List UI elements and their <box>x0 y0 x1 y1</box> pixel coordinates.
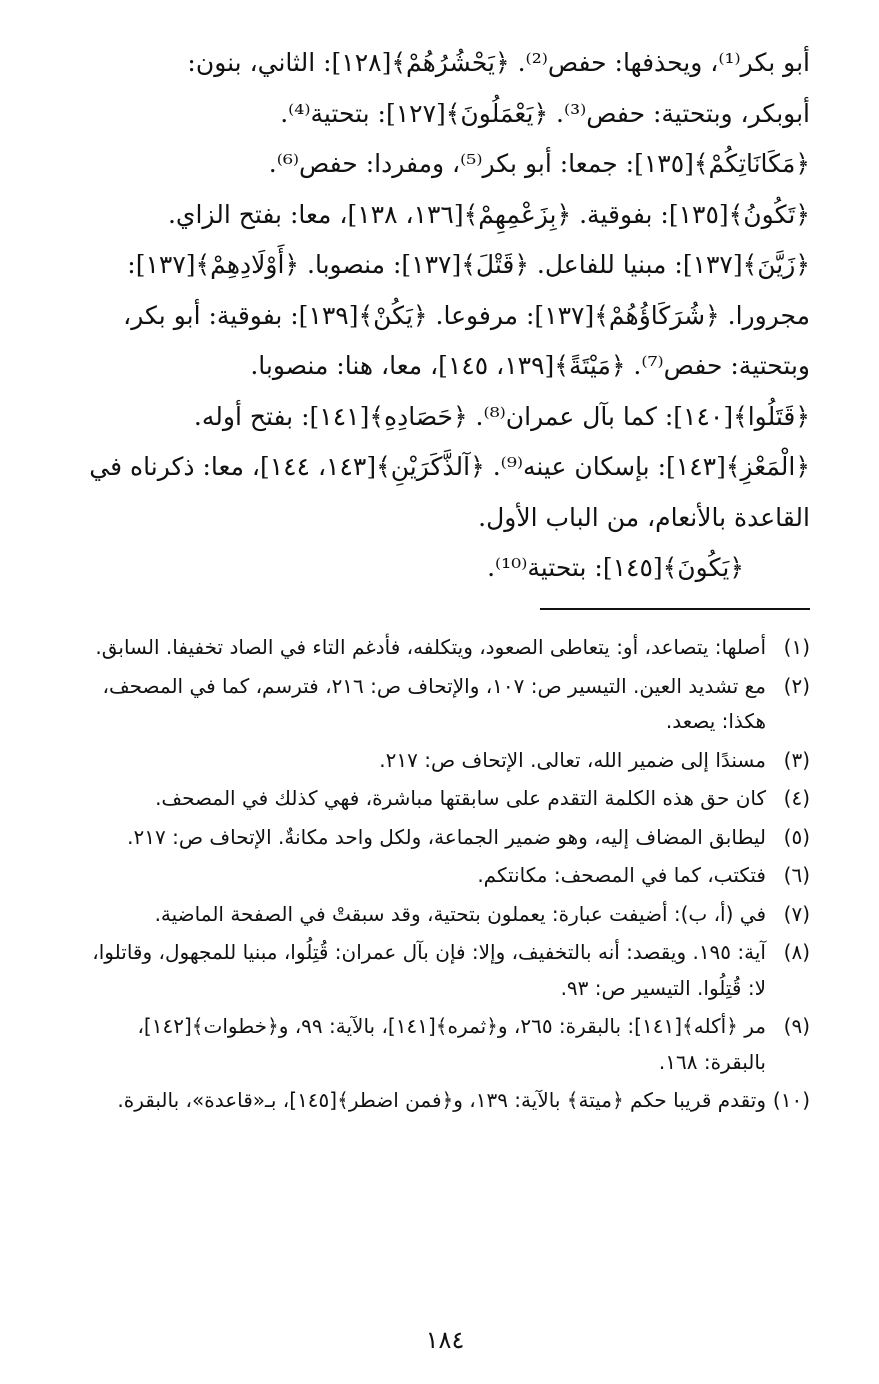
main-text-block <box>80 38 810 594</box>
footnote-item <box>80 935 810 1006</box>
footnote-item <box>80 820 810 856</box>
footnote-number: (١) <box>783 635 810 659</box>
footnote-text: مر ﴿أكله﴾[١٤١]: بالبقرة: ٢٦٥، و﴿ثمره﴾[١٤١]، بالآية: ٩٩، و﴿خطوات﴾[١٤٢]، بالبقرة: ١٦٨. <box>137 1014 766 1074</box>
footnote-text: مع تشديد العين. التيسير ص: ١٠٧، والإتحاف ص: ٢١٦، فترسم، كما في المصحف، هكذا: يصعد. <box>102 673 766 733</box>
main-text-line: مجرورا. ﴿شُرَكَاؤُهُمْ﴾[١٣٧]: مرفوعا. ﴿يَكُنْ﴾[١٣٩]: بفوقية: أبو بكر، <box>123 300 810 330</box>
footnote-number: (٩) <box>783 1014 810 1038</box>
footnote-number: (٢) <box>783 673 810 698</box>
book-page <box>80 38 810 1354</box>
footnote-text: مسندًا إلى ضمير الله، تعالى. الإتحاف ص: ٢١٧. <box>379 747 766 772</box>
main-text-last-line: ﴿يَكُونَ﴾[١٤٥]: بتحتية⁽¹⁰⁾. <box>487 553 744 582</box>
main-text-line: أبوبكر، وبتحتية: حفص⁽³⁾. ﴿يَعْمَلُونَ﴾[١٢٧]: بتحتية⁽⁴⁾. <box>280 98 810 128</box>
footnote-item <box>80 858 810 894</box>
footnote-number: (٣) <box>783 747 810 772</box>
footnote-number: (٨) <box>783 940 810 964</box>
footnote-text: آية: ١٩٥. ويقصد: أنه بالتخفيف، وإلا: فإن بآل عمران: قُتِلُوا، مبنيا للمجهول، وقاتلوا، لا: قُتِلُوا. التيسير ص: ٩٣. <box>92 940 766 1000</box>
footnote-item <box>80 1083 810 1119</box>
main-text-line: أبو بكر⁽¹⁾، ويحذفها: حفص⁽²⁾. ﴿يَحْشُرُهُمْ﴾[١٢٨]: الثاني، بنون: <box>187 48 810 77</box>
footnote-item <box>80 1009 810 1080</box>
footnote-text: أصلها: يتصاعد، أو: يتعاطى الصعود، ويتكلفه، فأدغم التاء في الصاد تخفيفا. السابق. <box>95 635 766 659</box>
main-text-line: ﴿مَكَانَاتِكُمْ﴾[١٣٥]: جمعا: أبو بكر⁽⁵⁾، ومفردا: حفص⁽⁶⁾. <box>268 149 810 178</box>
footnote-number: (٥) <box>783 824 810 849</box>
footnote-item <box>80 781 810 817</box>
footnote-text: ليطابق المضاف إليه، وهو ضمير الجماعة، ولكل واحد مكانةٌ. الإتحاف ص: ٢١٧. <box>127 824 766 849</box>
footnotes-list <box>80 630 810 1122</box>
footnote-separator <box>540 608 810 610</box>
footnote-number: (٧) <box>783 901 810 926</box>
footnote-text: وتقدم قريبا حكم ﴿ميتة﴾ بالآية: ١٣٩، و﴿فمن اضطر﴾[١٤٥]، بـ«قاعدة»، بالبقرة. <box>117 1088 766 1112</box>
footnote-text: كان حق هذه الكلمة التقدم على سابقتها مباشرة، فهي كذلك في المصحف. <box>155 786 766 810</box>
main-text-line: القاعدة بالأنعام، من الباب الأول. <box>478 502 810 532</box>
main-text-line: وبتحتية: حفص⁽⁷⁾. ﴿مَيْتَةً﴾[١٣٩، ١٤٥]، معا، هنا: منصوبا. <box>250 351 810 380</box>
main-text-line: ﴿زَيَّنَ﴾[١٣٧]: مبنيا للفاعل. ﴿قَتْلَ﴾[١٣٧]: منصوبا. ﴿أَوْلَادِهِمْ﴾[١٣٧]: <box>127 250 810 279</box>
footnote-item <box>80 669 810 740</box>
footnote-number: (٤) <box>783 786 810 810</box>
main-text-line: ﴿قَتَلُوا﴾[١٤٠]: كما بآل عمران⁽⁸⁾. ﴿حَصَادِهِ﴾[١٤١]: بفتح أوله. <box>193 401 810 431</box>
footnote-number: (٦) <box>783 863 810 887</box>
footnote-item <box>80 743 810 779</box>
footnote-item <box>80 897 810 933</box>
footnote-text: في (أ، ب): أضيفت عبارة: يعملون بتحتية، وقد سبقتْ في الصفحة الماضية. <box>154 901 766 926</box>
footnote-number: (١٠) <box>772 1088 810 1112</box>
footnote-text: فتكتب، كما في المصحف: مكانتكم. <box>477 863 766 887</box>
main-text-line: ﴿الْمَعْزِ﴾[١٤٣]: بإسكان عينه⁽⁹⁾. ﴿آلذَّكَرَيْنِ﴾[١٤٣، ١٤٤]، معا: ذكرناه في <box>89 452 810 481</box>
main-text-line: ﴿تَكُونُ﴾[١٣٥]: بفوقية. ﴿بِزَعْمِهِمْ﴾[١٣٦، ١٣٨]، معا: بفتح الزاي. <box>167 199 810 229</box>
footnote-item <box>80 630 810 666</box>
page-number: ١٨٤ <box>425 1326 465 1354</box>
